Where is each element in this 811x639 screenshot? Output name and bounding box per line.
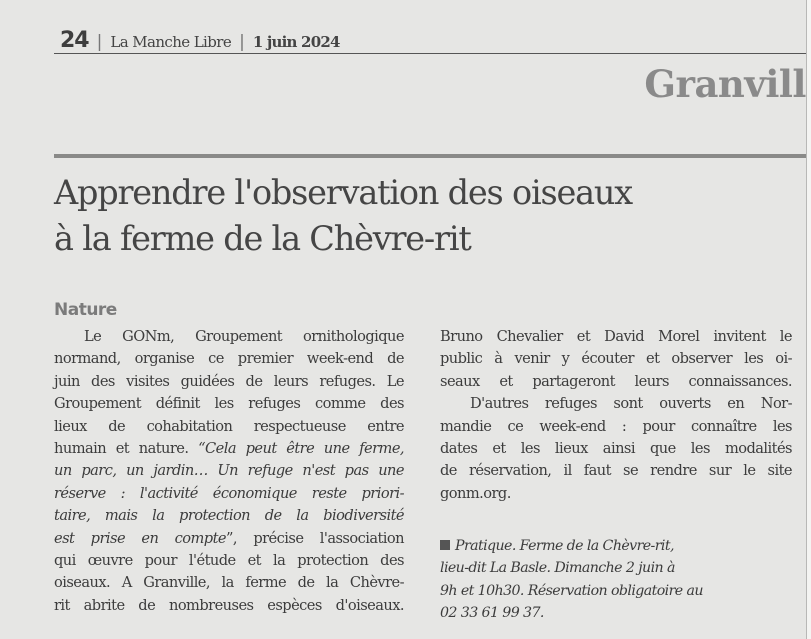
text-line bbox=[440, 535, 800, 557]
article-column-2 bbox=[440, 326, 792, 505]
phone-number: 02 33 61 99 37. bbox=[440, 605, 544, 622]
headline-line: Apprendre l'observation des oiseaux bbox=[54, 173, 632, 212]
article-column-1 bbox=[54, 326, 404, 617]
text-line: lieu-dit La Basle. Dimanche 2 juin à bbox=[440, 560, 675, 577]
text-line bbox=[54, 528, 404, 550]
article-headline bbox=[54, 170, 784, 262]
text-fragment: humain et nature. bbox=[54, 440, 199, 458]
text-line: Bruno Chevalier et David Morel invitent le bbox=[440, 328, 792, 345]
text-line: dates et les lieux ainsi que les modalités bbox=[440, 440, 792, 458]
section-rule-divider bbox=[54, 154, 806, 158]
text-line: juin des visites guidées de leurs refuges. Le bbox=[54, 372, 404, 390]
text-line: oiseaux. A Granville, la ferme de la Chèvre- bbox=[54, 574, 404, 592]
body-paragraph bbox=[440, 393, 792, 415]
page-folio bbox=[60, 28, 340, 52]
quote-fragment: est prise en compte bbox=[54, 529, 226, 547]
text-fragment: Pratique. Ferme de la Chèvre-rit, bbox=[455, 538, 674, 554]
text-line: mandie ce week-end : pour connaître les bbox=[440, 417, 792, 435]
text-line: normand, organise ce premier week-end de bbox=[54, 350, 404, 368]
quote-fragment: “Cela peut être une ferme, bbox=[198, 440, 404, 458]
issue-date: 1 juin 2024 bbox=[252, 33, 340, 51]
text-line: D'autres refuges sont ouverts en Nor- bbox=[470, 395, 792, 413]
body-paragraph bbox=[54, 326, 404, 348]
quote-line: un parc, un jardin… Un refuge n'est pas une bbox=[54, 462, 404, 480]
headline-line: à la ferme de la Chèvre-rit bbox=[54, 219, 471, 258]
text-line: 9h et 10h30. Réservation obligatoire au bbox=[440, 582, 703, 599]
text-fragment: ”, précise l'association bbox=[226, 529, 404, 547]
text-line: Groupement définit les refuges comme des bbox=[54, 395, 404, 413]
text-line: de réservation, il faut se rendre sur le site bbox=[440, 462, 792, 480]
text-line: qui œuvre pour l'étude et la protection des bbox=[54, 552, 404, 570]
text-line: seaux et partageront leurs connaissances. bbox=[440, 372, 792, 390]
page-number: 24 bbox=[60, 28, 89, 53]
article-kicker: Nature bbox=[54, 300, 117, 320]
top-rule-divider bbox=[54, 53, 806, 54]
text-line bbox=[54, 438, 404, 460]
section-title: Granvill bbox=[644, 62, 806, 106]
quote-line: taire, mais la protection de la biodiversité bbox=[54, 507, 404, 525]
newspaper-name: La Manche Libre bbox=[110, 33, 232, 51]
practical-info-box bbox=[440, 535, 800, 625]
square-bullet-icon bbox=[440, 540, 450, 550]
text-line: public à venir y écouter et observer les oi- bbox=[440, 350, 792, 368]
page-edge bbox=[806, 0, 811, 639]
folio-separator: | bbox=[239, 32, 245, 52]
quote-line: réserve : l'activité économique reste priori- bbox=[54, 484, 404, 502]
folio-separator: | bbox=[96, 32, 103, 52]
website-text: gonm.org. bbox=[440, 484, 511, 502]
text-line: rit abrite de nombreuses espèces d'oiseaux. bbox=[54, 596, 404, 614]
text-line: Le GONm, Groupement ornithologique bbox=[84, 328, 404, 345]
text-line: lieux de cohabitation respectueuse entre bbox=[54, 417, 404, 435]
